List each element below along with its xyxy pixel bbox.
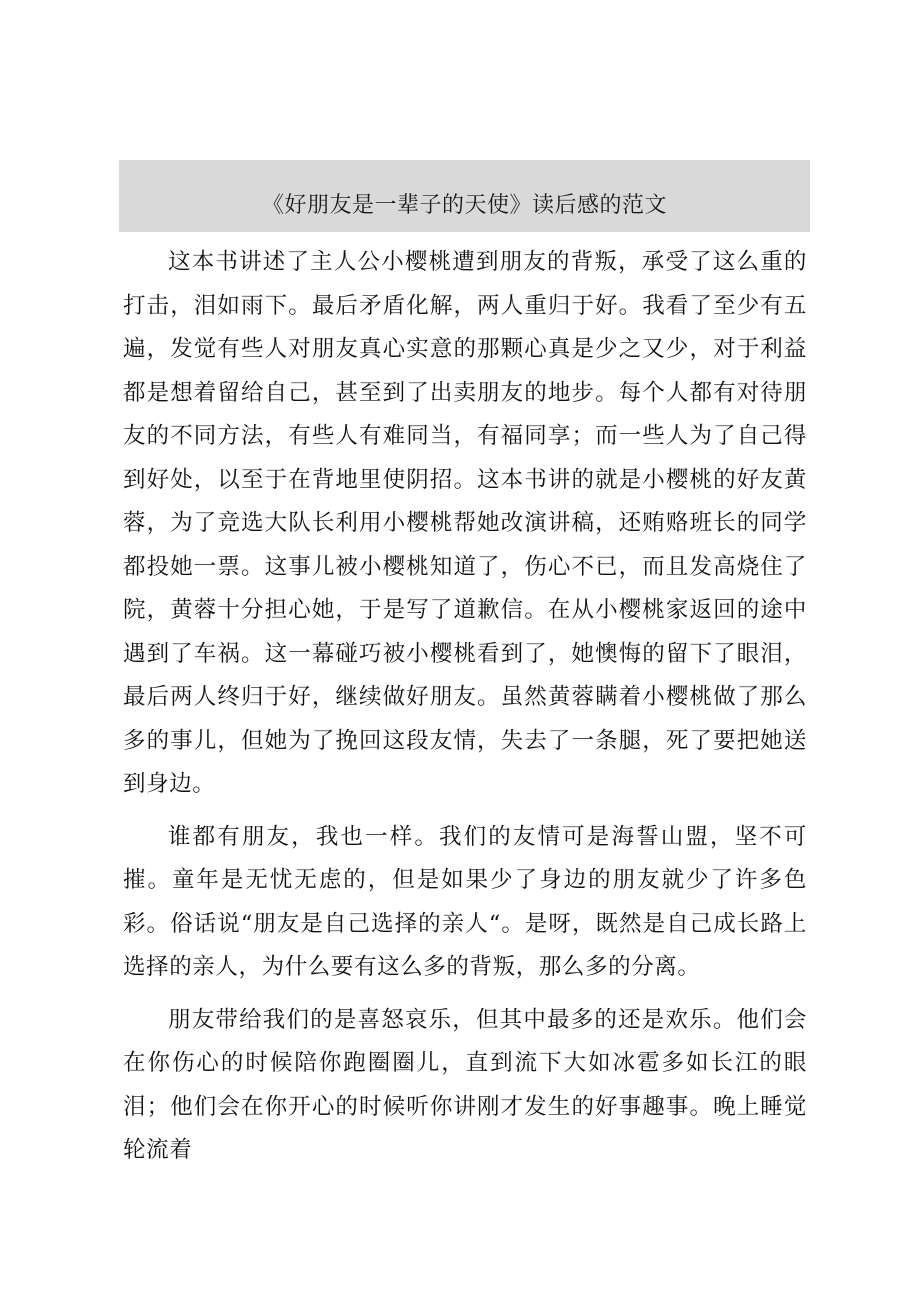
paragraph-2: 谁都有朋友，我也一样。我们的友情可是海誓山盟，坚不可摧。童年是无忧无虑的，但是如果少了身边的朋友就少了许多色彩。俗话说“朋友是自己选择的亲人“。是呀，既然是自己成长路上选择的亲人，为什么要有这么多的背叛，那么多的分离。 [123, 823, 807, 980]
paragraph-3: 朋友带给我们的是喜怒哀乐，但其中最多的还是欢乐。他们会在你伤心的时候陪你跑圈圈儿，直到流下大如冰雹多如长江的眼泪；他们会在你开心的时候听你讲刚才发生的好事趣事。晚上睡觉轮流着 [123, 1006, 807, 1163]
document-title: 《好朋友是一辈子的天使》读后感的范文 [261, 193, 667, 218]
title-banner [119, 160, 810, 232]
paragraph-1: 这本书讲述了主人公小樱桃遭到朋友的背叛，承受了这么重的打击，泪如雨下。最后矛盾化解，两人重归于好。我看了至少有五遍，发觉有些人对朋友真心实意的那颗心真是少之又少，对于利益都是想着留给自己，甚至到了出卖朋友的地步。每个人都有对待朋友的不同方法，有些人有难同当，有福同享；而一些人为了自己得到好处，以至于在背地里使阴招。这本书讲的就是小樱桃的好友黄蓉，为了竞选大队长利用小樱桃帮她改演讲稿，还贿赂班长的同学都投她一票。这事儿被小樱桃知道了，伤心不已，而且发高烧住了院，黄蓉十分担心她，于是写了道歉信。在从小樱桃家返回的途中遇到了车祸。这一幕碰巧被小樱桃看到了，她懊悔的留下了眼泪，最后两人终归于好，继续做好朋友。虽然黄蓉瞒着小樱桃做了那么多的事儿，但她为了挽回这段友情，失去了一条腿，死了要把她送到身边。 [123, 249, 807, 797]
article-body [123, 241, 807, 1182]
